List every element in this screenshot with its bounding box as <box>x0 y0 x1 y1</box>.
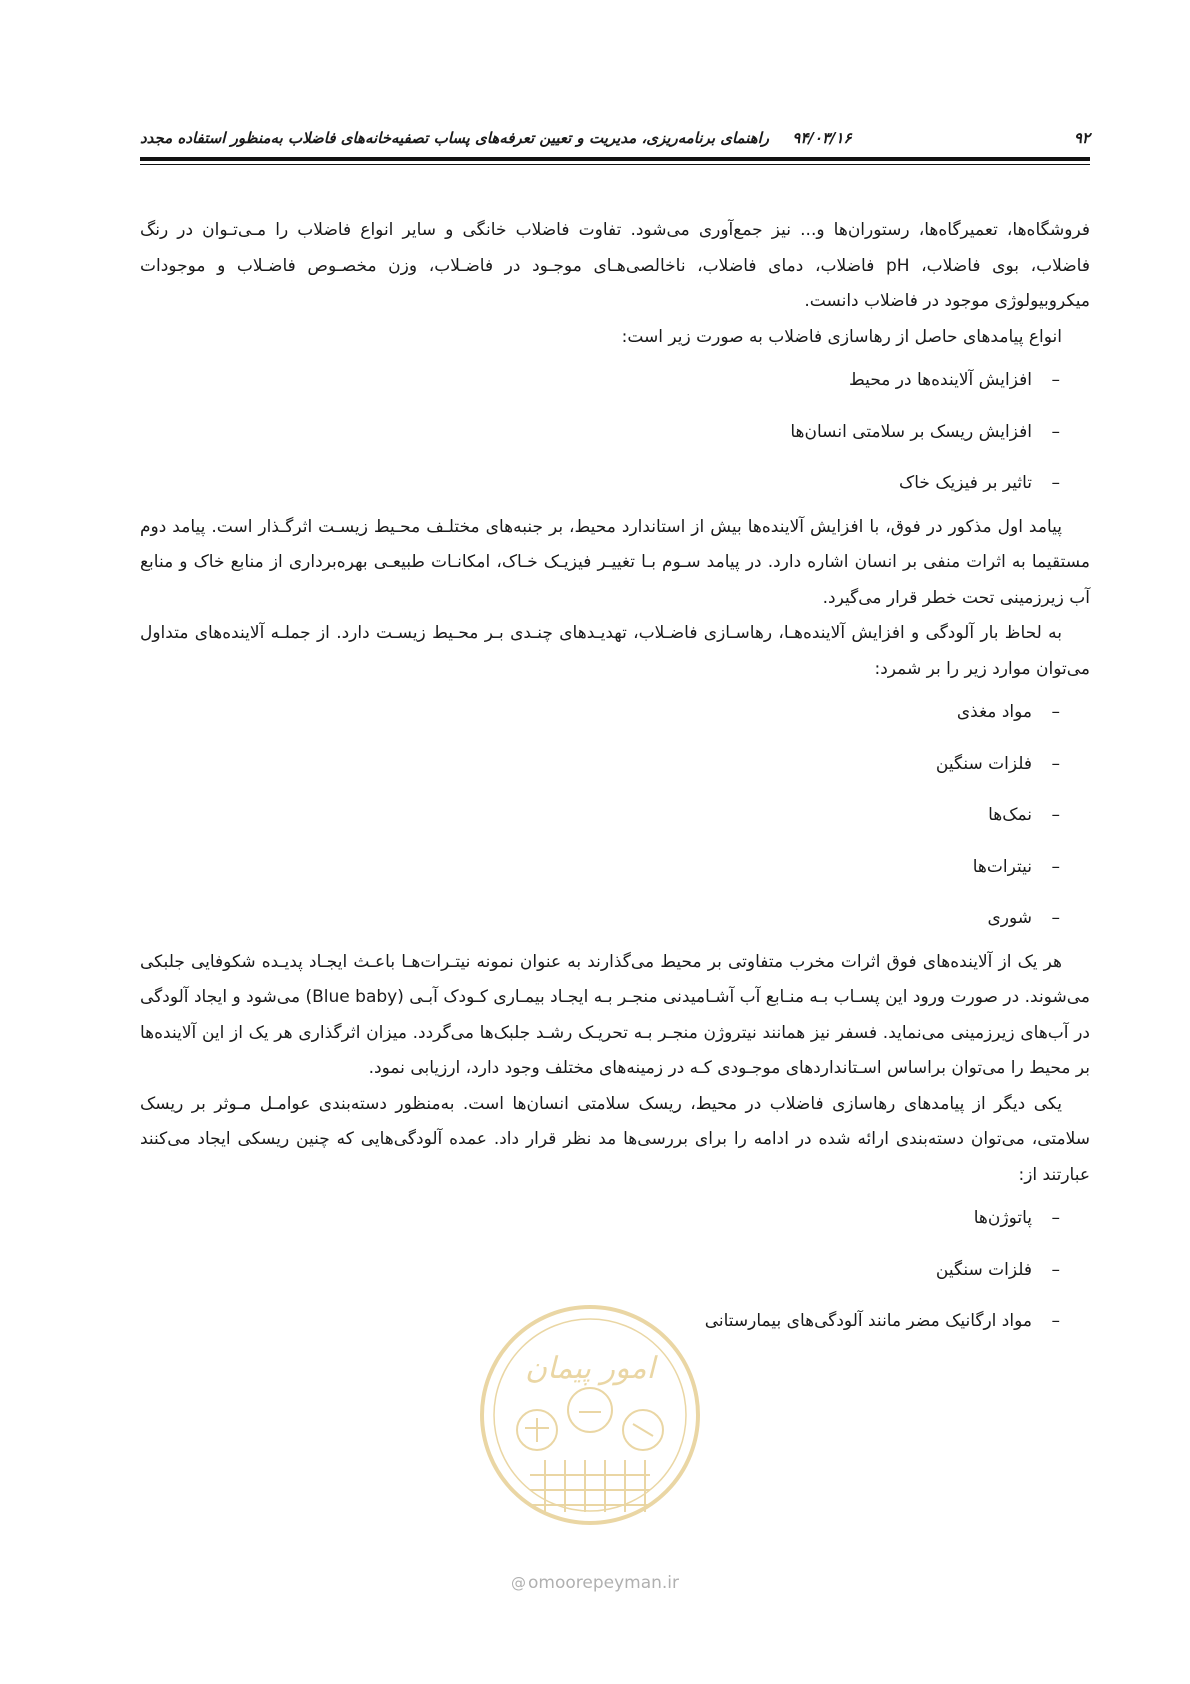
list-item: – پاتوژن‌ها <box>140 1193 1060 1245</box>
watermark-logo-text: امور پیمان <box>525 1351 655 1386</box>
document-title: راهنمای برنامه‌ریزی، مدیریت و تعیین تعرفه‌های پساب تصفیه‌خانه‌های فاضلاب به‌منظور استفاده مجدد <box>140 129 770 147</box>
watermark-site <box>0 1573 1190 1593</box>
dash-bullet: – <box>1051 753 1060 774</box>
dash-bullet: – <box>1051 1311 1060 1331</box>
paragraph-3: پیامد اول مذکور در فوق، با افزایش آلاینده‌ها بیش از استاندارد محیط، بر جنبه‌های مختلـف محـیط زیسـت اثرگـذار است. پیامد دوم مستقیما به اثرات منفی بر انسان اشاره دارد. در پیامد سـوم بـا تغییـر فیزیـک خـاک، امکانـات طبیعـی بهره‌برداری از منابع خاک و منابع آب زیرزمینی تحت خطر قرار می‌گیرد. <box>140 516 1090 608</box>
dash-bullet: – <box>1051 856 1060 877</box>
dash-bullet: – <box>1051 370 1060 390</box>
header-rule-thick <box>140 157 1090 161</box>
paragraph-1: فروشگاه‌ها، تعمیرگاه‌ها، رستوران‌ها و... نیز جمع‌آوری می‌شود. تفاوت فاضلاب خانگی و سایر انواع فاضلاب را مـی‌تـوان در رنگ فاضلاب، بوی فاضلاب، pH فاضلاب، دمای فاضلاب، ناخالصی‌هـای موجـود در فاضـلاب، وزن مخصـوص فاضـلاب و موجودات میکروبیولوژی موجود در فاضلاب دانست. <box>140 220 1090 311</box>
dash-bullet: – <box>1051 702 1060 722</box>
dash-bullet: – <box>1051 1208 1060 1228</box>
watermark-logo-icon <box>475 1300 705 1530</box>
page-number: ۹۲ <box>1073 129 1090 147</box>
list-item: – تاثیر بر فیزیک خاک <box>140 458 1060 510</box>
list-item: – نیترات‌ها <box>140 842 1060 894</box>
at-icon: @ <box>510 1574 526 1592</box>
paragraph-6: یکی دیگر از پیامدهای رهاسازی فاضلاب در محیط، ریسک سلامتی انسان‌ها است. به‌منظور دسته‌بندی عوامـل مـوثر بر ریسک سلامتی، می‌توان دسته‌بندی ارائه شده در ادامه را برای بررسی‌ها مد نظر قرار داد. عمده آلودگی‌هایی که چنین ریسکی ایجاد می‌کنند عبارتند از: <box>140 1093 1090 1185</box>
paragraph-4: به لحاظ بار آلودگی و افزایش آلاینده‌هـا، رهاسـازی فاضـلاب، تهدیـدهای چنـدی بـر محـیط زیسـت دارد. از جملـه آلاینده‌های متداول می‌توان موارد زیر را بر شمرد: <box>140 623 1090 679</box>
dash-bullet: – <box>1051 805 1060 825</box>
list-item: – افزایش آلاینده‌ها در محیط <box>140 355 1060 407</box>
page-body <box>140 213 1090 1348</box>
list-item: – افزایش ریسک بر سلامتی انسان‌ها <box>140 407 1060 459</box>
list-item: – نمک‌ها <box>140 790 1060 842</box>
list-item: – شوری <box>140 893 1060 945</box>
blue-baby-term: (Blue baby) <box>305 987 404 1007</box>
list-item: – فلزات سنگین <box>140 1245 1060 1297</box>
pollutants-list <box>140 687 1090 945</box>
dash-bullet: – <box>1051 421 1060 442</box>
dash-bullet: – <box>1051 908 1060 928</box>
paragraph-5: هر یک از آلاینده‌های فوق اثرات مخرب متفاوتی بر محیط می‌گذارند به عنوان نمونه نیتـرات‌هـا باعـث ایجـاد پدیـده شکوفایی جلبکی می‌شوند. در صورت ورود این پسـاب بـه منـابع آب آشـامیدنی منجـر بـه ایجـاد بیمـاری کـودک آبـی (Blue baby) می‌شود و ایجاد آلودگی در آب‌های زیرزمینی می‌نماید. فسفر نیز همانند نیتروژن منجـر بـه تحریـک رشـد جلبک‌ها می‌گردد. میزان اثرگذاری هر یک از این آلاینده‌ها بر محیط را می‌توان براساس اسـتانداردهای موجـودی کـه در زمینه‌های مختلف وجود دارد، ارزیابی نمود. <box>140 951 1090 1078</box>
dash-bullet: – <box>1051 1259 1060 1280</box>
header-rule-thin <box>140 164 1090 165</box>
list-item: – فلزات سنگین <box>140 739 1060 791</box>
consequences-list <box>140 355 1090 510</box>
document-code: ۹۴/۰۳/۱۶ <box>792 129 852 147</box>
page-header <box>140 127 1090 153</box>
watermark-site-url: omoorepeyman.ir <box>527 1573 680 1593</box>
paragraph-2: انواع پیامدهای حاصل از رهاسازی فاضلاب به صورت زیر است: <box>621 326 1062 347</box>
dash-bullet: – <box>1051 473 1060 493</box>
list-item: – مواد مغذی <box>140 687 1060 739</box>
running-title <box>140 129 852 147</box>
list-item: – مواد ارگانیک مضر مانند آلودگی‌های بیمارستانی <box>140 1296 1060 1348</box>
